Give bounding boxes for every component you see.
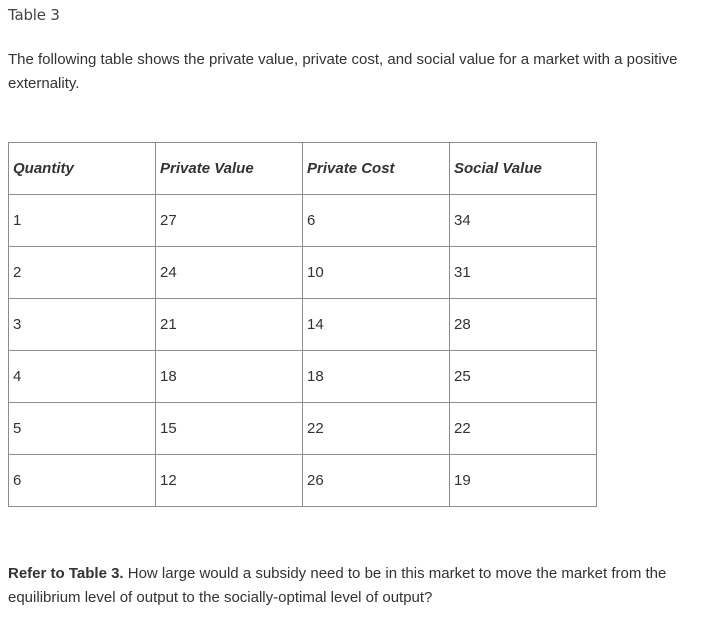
question-body: How large would a subsidy need to be in this market to move the market from the equilibrium level of output to the socially-optimal level of output? xyxy=(8,565,667,606)
cell-private-value: 27 xyxy=(156,195,303,247)
question-reference: Refer to Table 3. xyxy=(8,565,124,582)
question-text xyxy=(8,562,720,610)
header-private-value: Private Value xyxy=(156,143,303,195)
cell-quantity: 5 xyxy=(9,403,156,455)
cell-private-cost: 10 xyxy=(303,247,450,299)
cell-private-value: 24 xyxy=(156,247,303,299)
table-row xyxy=(9,403,597,455)
cell-private-value: 21 xyxy=(156,299,303,351)
data-table xyxy=(8,142,597,507)
cell-private-value: 12 xyxy=(156,455,303,507)
cell-quantity: 2 xyxy=(9,247,156,299)
cell-social-value: 31 xyxy=(450,247,597,299)
cell-private-value: 15 xyxy=(156,403,303,455)
cell-private-cost: 26 xyxy=(303,455,450,507)
cell-private-cost: 18 xyxy=(303,351,450,403)
intro-text: The following table shows the private value, private cost, and social value for a market with a positive externality. xyxy=(8,51,678,92)
cell-social-value: 28 xyxy=(450,299,597,351)
cell-private-cost: 14 xyxy=(303,299,450,351)
table-row xyxy=(9,299,597,351)
table-header-row xyxy=(9,143,597,195)
table-row xyxy=(9,247,597,299)
cell-social-value: 34 xyxy=(450,195,597,247)
table-heading: Table 3 xyxy=(8,6,60,24)
cell-quantity: 1 xyxy=(9,195,156,247)
cell-quantity: 4 xyxy=(9,351,156,403)
header-private-cost: Private Cost xyxy=(303,143,450,195)
cell-private-cost: 22 xyxy=(303,403,450,455)
table-row xyxy=(9,455,597,507)
table-row xyxy=(9,351,597,403)
header-social-value: Social Value xyxy=(450,143,597,195)
cell-social-value: 25 xyxy=(450,351,597,403)
cell-social-value: 22 xyxy=(450,403,597,455)
cell-quantity: 6 xyxy=(9,455,156,507)
table-row xyxy=(9,195,597,247)
header-quantity: Quantity xyxy=(9,143,156,195)
cell-private-cost: 6 xyxy=(303,195,450,247)
cell-quantity: 3 xyxy=(9,299,156,351)
cell-private-value: 18 xyxy=(156,351,303,403)
cell-social-value: 19 xyxy=(450,455,597,507)
